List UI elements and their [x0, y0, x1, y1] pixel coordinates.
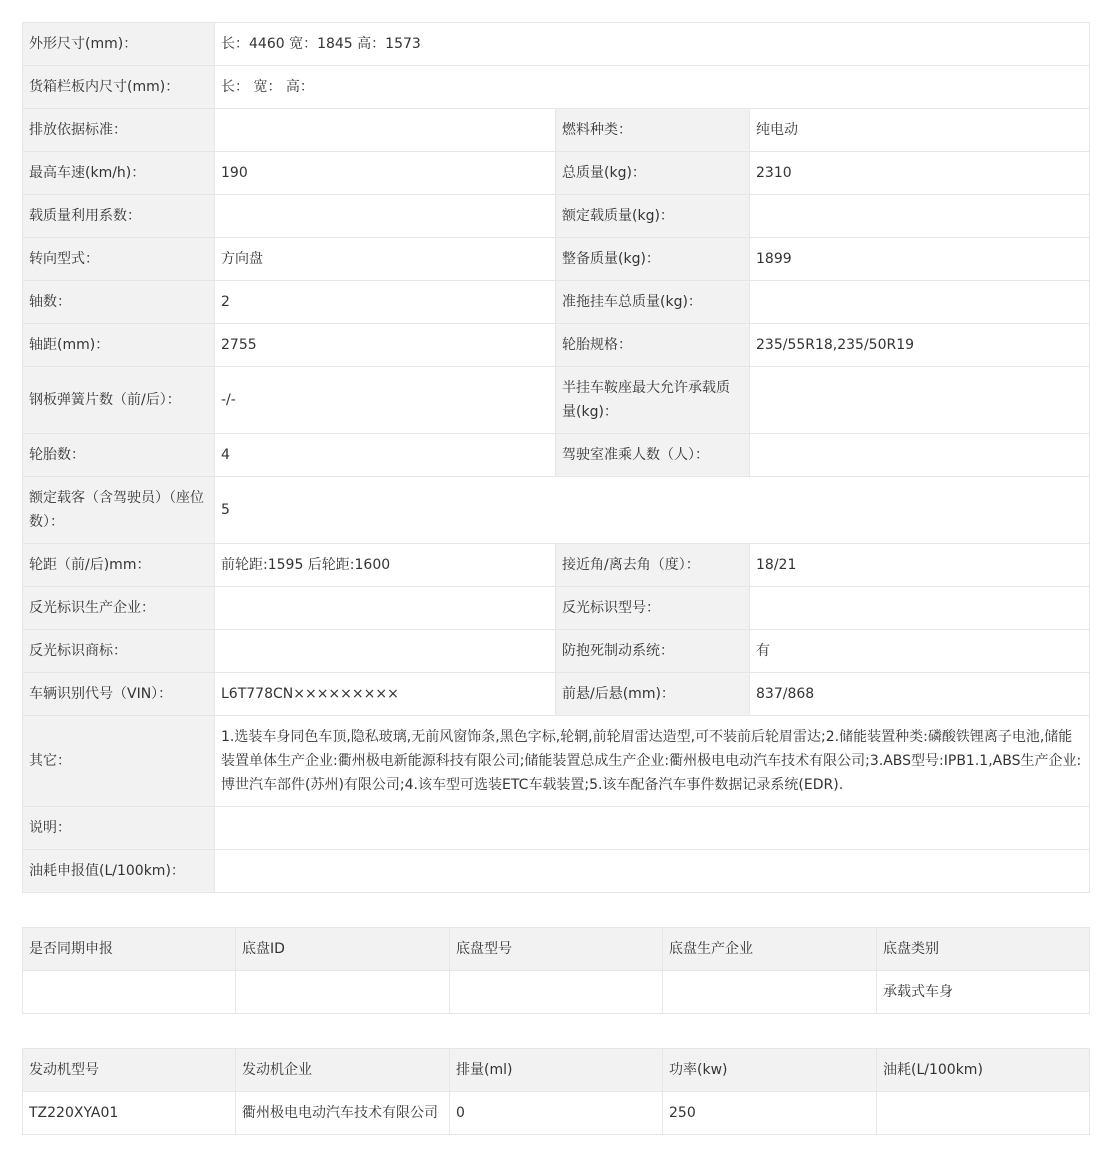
spec-label: 油耗申报值(L/100km)： [23, 850, 215, 893]
spec-row [23, 23, 1090, 66]
spec-label: 排放依据标准： [23, 109, 215, 152]
spec-label: 额定载质量(kg)： [556, 195, 750, 238]
table-cell: 承载式车身 [877, 971, 1090, 1014]
spec-value: -/- [215, 367, 556, 434]
column-header: 底盘生产企业 [663, 928, 877, 971]
table-cell: TZ220XYA01 [23, 1092, 236, 1135]
chassis-table [22, 927, 1090, 1014]
spec-value: 长：4460 宽：1845 高：1573 [215, 23, 1090, 66]
spec-row [23, 152, 1090, 195]
spec-label: 货箱栏板内尺寸(mm)： [23, 66, 215, 109]
spec-row [23, 716, 1090, 807]
spec-value: 纯电动 [750, 109, 1090, 152]
spec-value: L6T778CN××××××××× [215, 673, 556, 716]
column-header: 底盘型号 [450, 928, 663, 971]
spec-row [23, 281, 1090, 324]
spec-row [23, 434, 1090, 477]
spec-value: 837/868 [750, 673, 1090, 716]
engine-table [22, 1048, 1090, 1135]
spec-value: 方向盘 [215, 238, 556, 281]
table-cell [450, 971, 663, 1014]
spec-label: 载质量利用系数： [23, 195, 215, 238]
spec-label: 轮胎数： [23, 434, 215, 477]
spec-value: 5 [215, 477, 1090, 544]
spec-value [215, 807, 1090, 850]
spec-label: 额定载客（含驾驶员）（座位数）： [23, 477, 215, 544]
spec-label: 反光标识商标： [23, 630, 215, 673]
chassis-header-row [23, 928, 1090, 971]
spec-value: 1899 [750, 238, 1090, 281]
spec-label: 半挂车鞍座最大允许承载质量(kg)： [556, 367, 750, 434]
spec-value: 2 [215, 281, 556, 324]
table-cell: 0 [450, 1092, 663, 1135]
column-header: 功率(kw) [663, 1049, 877, 1092]
column-header: 油耗(L/100km) [877, 1049, 1090, 1092]
table-cell: 250 [663, 1092, 877, 1135]
vehicle-spec-table [22, 22, 1090, 893]
spec-value: 1.选装车身同色车顶,隐私玻璃,无前风窗饰条,黑色字标,轮辋,前轮眉雷达造型,可不装前后轮眉雷达;2.储能装置种类:磷酸铁锂离子电池,储能装置单体生产企业:衢州极电新能源科技有限公司;储能装置总成生产企业:衢州极电电动汽车技术有限公司;3.ABS型号:IPB1.1,ABS生产企业:博世汽车部件(苏州)有限公司;4.该车型可选装ETC车载装置;5.该车配备汽车事件数据记录系统(EDR). [215, 716, 1090, 807]
spec-label: 说明： [23, 807, 215, 850]
spec-row [23, 544, 1090, 587]
spec-row [23, 673, 1090, 716]
spec-label: 整备质量(kg)： [556, 238, 750, 281]
spec-value: 前轮距:1595 后轮距:1600 [215, 544, 556, 587]
spec-value: 2310 [750, 152, 1090, 195]
spec-row [23, 195, 1090, 238]
spec-row [23, 238, 1090, 281]
spec-label: 轮胎规格： [556, 324, 750, 367]
page-container [22, 22, 1089, 1135]
spec-value [215, 195, 556, 238]
spec-value: 有 [750, 630, 1090, 673]
table-row [23, 1092, 1090, 1135]
spec-label: 轴距(mm)： [23, 324, 215, 367]
spec-label: 最高车速(km/h)： [23, 152, 215, 195]
column-header: 排量(ml) [450, 1049, 663, 1092]
spec-label: 准拖挂车总质量(kg)： [556, 281, 750, 324]
column-header: 底盘ID [236, 928, 450, 971]
spec-row [23, 587, 1090, 630]
spec-label: 转向型式： [23, 238, 215, 281]
spec-label: 钢板弹簧片数（前/后）： [23, 367, 215, 434]
spec-value: 190 [215, 152, 556, 195]
spec-row [23, 324, 1090, 367]
spec-value: 4 [215, 434, 556, 477]
spec-row [23, 850, 1090, 893]
spec-value [215, 630, 556, 673]
spec-row [23, 66, 1090, 109]
spec-label: 总质量(kg)： [556, 152, 750, 195]
column-header: 是否同期申报 [23, 928, 236, 971]
spec-value [215, 587, 556, 630]
spec-value [750, 434, 1090, 477]
spec-label: 外形尺寸(mm)： [23, 23, 215, 66]
column-header: 发动机企业 [236, 1049, 450, 1092]
spec-value [750, 367, 1090, 434]
spec-label: 驾驶室准乘人数（人）： [556, 434, 750, 477]
spec-label: 反光标识型号： [556, 587, 750, 630]
spec-row [23, 630, 1090, 673]
spec-label: 车辆识别代号（VIN）： [23, 673, 215, 716]
spec-label: 反光标识生产企业： [23, 587, 215, 630]
spec-label: 轴数： [23, 281, 215, 324]
spec-row [23, 367, 1090, 434]
spec-label: 前悬/后悬(mm)： [556, 673, 750, 716]
spec-value: 2755 [215, 324, 556, 367]
spec-label: 燃料种类： [556, 109, 750, 152]
spec-value: 235/55R18,235/50R19 [750, 324, 1090, 367]
table-cell [663, 971, 877, 1014]
table-cell [877, 1092, 1090, 1135]
spec-label: 其它： [23, 716, 215, 807]
spec-row [23, 807, 1090, 850]
column-header: 发动机型号 [23, 1049, 236, 1092]
spec-value: 长： 宽： 高： [215, 66, 1090, 109]
spec-value [750, 281, 1090, 324]
spec-value [215, 109, 556, 152]
table-cell: 衢州极电电动汽车技术有限公司 [236, 1092, 450, 1135]
spec-row [23, 109, 1090, 152]
engine-header-row [23, 1049, 1090, 1092]
spec-value [750, 587, 1090, 630]
table-cell [23, 971, 236, 1014]
column-header: 底盘类别 [877, 928, 1090, 971]
spec-label: 轮距（前/后)mm： [23, 544, 215, 587]
spec-value [215, 850, 1090, 893]
spec-row [23, 477, 1090, 544]
table-cell [236, 971, 450, 1014]
table-row [23, 971, 1090, 1014]
spec-label: 防抱死制动系统： [556, 630, 750, 673]
spec-value [750, 195, 1090, 238]
spec-value: 18/21 [750, 544, 1090, 587]
spec-label: 接近角/离去角（度）： [556, 544, 750, 587]
